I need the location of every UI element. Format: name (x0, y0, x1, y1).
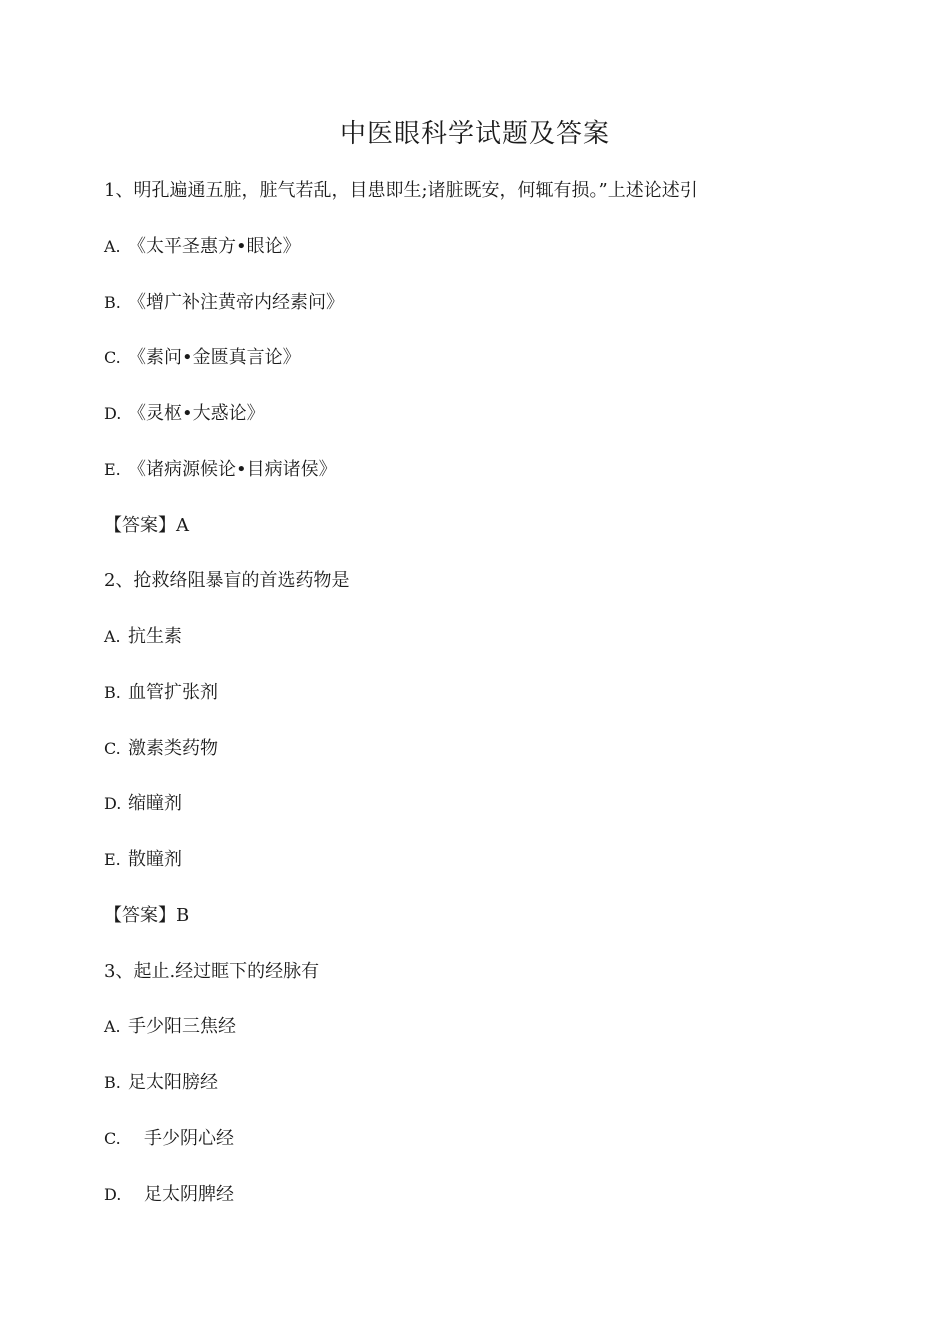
option-letter: A. (104, 627, 121, 646)
option-2e (104, 847, 864, 903)
option-2c (104, 736, 864, 792)
question-3 (104, 959, 864, 1015)
option-text: 《灵枢•大惑论》 (128, 403, 265, 424)
option-letter: D. (104, 794, 122, 814)
option-letter: C. (104, 738, 121, 758)
question-text: 2、抢救络阻暴盲的首选药物是 (104, 570, 350, 592)
question-text: 1、明孔遍通五脏，脏气若乱，目患即生;诸脏既安，何辄有损。”上述论述引 (104, 180, 698, 201)
option-1d (104, 401, 864, 457)
option-letter: D. (104, 404, 122, 423)
option-1c (104, 345, 864, 401)
option-text: 《太平圣惠方•眼论》 (128, 235, 301, 257)
option-2d (104, 791, 864, 847)
option-text: 血管扩张剂 (128, 681, 218, 703)
option-text: 手少阴心经 (144, 1127, 234, 1149)
option-3c (104, 1126, 864, 1182)
option-3d (104, 1182, 864, 1238)
option-letter: B. (104, 292, 121, 312)
question-text: 3、起止.经过眶下的经脉有 (104, 960, 320, 982)
question-list (104, 178, 864, 1237)
option-letter: A. (104, 1017, 121, 1037)
option-letter: B. (104, 1073, 121, 1092)
option-text: 散瞳剂 (128, 849, 182, 870)
option-2a (104, 624, 864, 680)
option-3b (104, 1070, 864, 1126)
option-text: 足太阴脾经 (144, 1183, 234, 1205)
option-1b (104, 290, 864, 346)
option-letter: E. (104, 850, 121, 869)
option-text: 《素问•金匮真言论》 (128, 347, 301, 369)
option-text: 《诸病源候论•目病诸侯》 (128, 458, 337, 480)
option-letter: E. (104, 459, 121, 479)
option-text: 足太阳膀经 (128, 1072, 218, 1093)
option-text: 抗生素 (128, 626, 182, 647)
option-3a (104, 1014, 864, 1070)
option-1a (104, 234, 864, 290)
option-1e (104, 457, 864, 513)
option-letter: A. (104, 236, 121, 256)
option-text: 手少阳三焦经 (128, 1016, 236, 1038)
document-title: 中医眼科学试题及答案 (339, 119, 610, 149)
option-letter: B. (104, 682, 121, 702)
question-2 (104, 568, 864, 624)
option-letter: C. (104, 1128, 121, 1148)
question-1 (104, 178, 864, 234)
option-text: 《增广补注黄帝内经素问》 (128, 291, 344, 313)
option-text: 激素类药物 (128, 737, 218, 759)
answer-text: 【答案】A (104, 514, 189, 536)
answer-1 (104, 513, 864, 569)
option-text: 缩瞳剂 (128, 793, 182, 815)
option-letter: C. (104, 348, 121, 368)
answer-text: 【答案】B (104, 904, 190, 926)
option-2b (104, 680, 864, 736)
option-letter: D. (104, 1184, 122, 1204)
answer-2 (104, 903, 864, 959)
